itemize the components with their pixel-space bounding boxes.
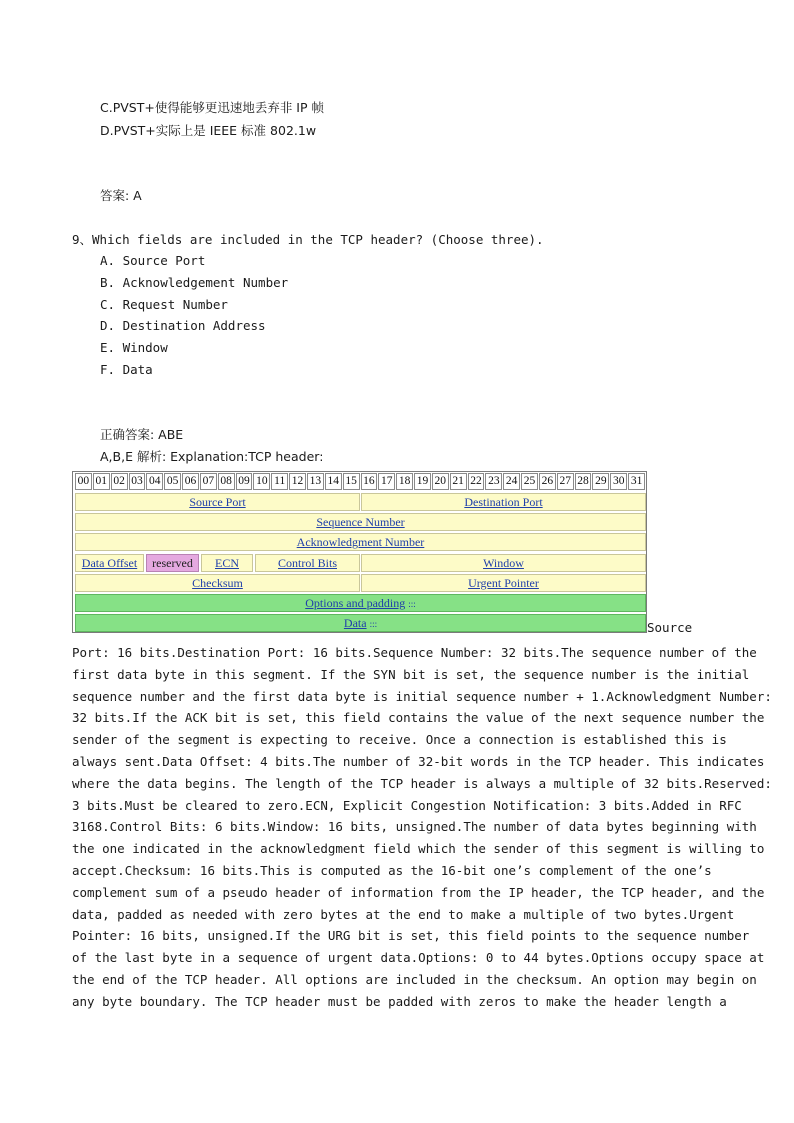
bit-number-10: 10 (253, 473, 270, 490)
bit-number-20: 20 (432, 473, 449, 490)
field-checksum[interactable] (75, 574, 360, 592)
bit-number-13: 13 (307, 473, 324, 490)
paragraph-line: complement sum of a pseudo header of information from the IP header, the TCP header, and the (72, 884, 765, 900)
bit-number-31: 31 (628, 473, 645, 490)
bit-number-03: 03 (129, 473, 146, 490)
paragraph-line: data, padded as needed with zero bytes at the end to make a multiple of two bytes.Urgent (72, 906, 735, 922)
bit-number-12: 12 (289, 473, 306, 490)
paragraph-line: the one indicated in the acknowledgment field which the sender of this segment is willing to (72, 841, 765, 857)
paragraph-line: 32 bits.If the ACK bit is set, this field contains the value of the next sequence number the (72, 710, 765, 726)
paragraph-line: always sent.Data Offset: 4 bits.The number of 32-bit words in the TCP header. This indicates (72, 753, 765, 769)
option-d: D.PVST+实际上是 IEEE 标准 802.1w (100, 123, 317, 138)
paragraph-first-word: Source (647, 620, 693, 635)
prev-answer: 答案: A (100, 188, 142, 203)
field-data-offset[interactable] (75, 554, 144, 572)
data-link[interactable]: Data (343, 616, 367, 630)
row-flags (75, 554, 646, 572)
explanation-paragraph (72, 642, 772, 1013)
field-source-port[interactable] (75, 493, 360, 511)
source-port-link[interactable]: Source Port (189, 495, 246, 509)
field-options-padding[interactable] (75, 594, 646, 612)
paragraph-line: 3168.Control Bits: 6 bits.Window: 16 bits, unsigned.The number of data bytes beginning with (72, 819, 757, 835)
paragraph-line: first data byte in this segment. If the SYN bit is set, the sequence number is the initial (72, 666, 750, 682)
bit-number-15: 15 (343, 473, 360, 490)
bit-number-02: 02 (111, 473, 128, 490)
paragraph-line: of the last byte in a sequence of urgent data.Options: 0 to 44 bytes.Options occupy space at (72, 950, 765, 966)
bit-number-16: 16 (361, 473, 378, 490)
bit-number-27: 27 (557, 473, 574, 490)
paragraph-line: any byte boundary. The TCP header must be padded with zeros to make the header length a (72, 993, 727, 1009)
reserved-link[interactable]: reserved (152, 556, 193, 570)
field-window[interactable] (361, 554, 646, 572)
option-c-q9: C. Request Number (100, 297, 228, 312)
bit-number-07: 07 (200, 473, 217, 490)
bit-number-29: 29 (592, 473, 609, 490)
field-reserved[interactable] (146, 554, 199, 572)
field-data[interactable] (75, 614, 646, 632)
tcp-header-diagram (72, 471, 647, 633)
bit-number-00: 00 (75, 473, 92, 490)
question-9-stem: 9、Which fields are included in the TCP header? (Choose three). (72, 232, 544, 247)
paragraph-line: the end of the TCP header. All options are included in the checksum. An option may begin on (72, 971, 757, 987)
row-options (75, 594, 646, 612)
correct-answer: 正确答案: ABE (100, 427, 184, 442)
paragraph-line: Pointer: 16 bits, unsigned.If the URG bit is set, this field points to the sequence number (72, 928, 750, 944)
bit-number-22: 22 (468, 473, 485, 490)
paragraph-line: accept.Checksum: 16 bits.This is computed as the 16-bit one’s complement of the one’s (72, 862, 712, 878)
bit-number-21: 21 (450, 473, 467, 490)
destination-port-link[interactable]: Destination Port (464, 495, 543, 509)
bit-number-18: 18 (396, 473, 413, 490)
bit-number-24: 24 (503, 473, 520, 490)
row-ports (75, 493, 646, 511)
field-destination-port[interactable] (361, 493, 646, 511)
bit-number-28: 28 (575, 473, 592, 490)
row-ack (75, 533, 646, 551)
bit-number-17: 17 (378, 473, 395, 490)
sequence-number-link[interactable]: Sequence Number (316, 515, 405, 529)
option-f: F. Data (100, 362, 153, 377)
field-acknowledgment-number[interactable] (75, 533, 646, 551)
checksum-link[interactable]: Checksum (192, 576, 243, 590)
bit-number-05: 05 (164, 473, 181, 490)
bit-number-08: 08 (218, 473, 235, 490)
window-link[interactable]: Window (483, 556, 524, 570)
bit-number-25: 25 (521, 473, 538, 490)
row-checksum (75, 574, 646, 592)
bit-number-06: 06 (182, 473, 199, 490)
explanation-intro: A,B,E 解析: Explanation:TCP header: (100, 449, 324, 464)
bit-number-23: 23 (485, 473, 502, 490)
paragraph-line: sender of the segment is expecting to receive. Once a connection is established this is (72, 732, 727, 748)
option-b: B. Acknowledgement Number (100, 275, 289, 290)
row-sequence (75, 513, 646, 531)
option-d-q9: D. Destination Address (100, 318, 266, 333)
control-bits-link[interactable]: Control Bits (277, 556, 337, 570)
bit-number-30: 30 (610, 473, 627, 490)
option-a: A. Source Port (100, 253, 206, 268)
options-dots: ::: (408, 599, 416, 609)
options-padding-link[interactable]: Options and padding (305, 596, 406, 610)
field-sequence-number[interactable] (75, 513, 646, 531)
option-c: C.PVST+使得能够更迅速地丢弃非 IP 帧 (100, 100, 325, 115)
data-offset-link[interactable]: Data Offset (81, 556, 138, 570)
bit-number-row (73, 472, 648, 491)
bit-number-04: 04 (146, 473, 163, 490)
ecn-link[interactable]: ECN (215, 556, 239, 570)
bit-number-19: 19 (414, 473, 431, 490)
field-control-bits[interactable] (255, 554, 360, 572)
paragraph-line: 3 bits.Must be cleared to zero.ECN, Explicit Congestion Notification: 3 bits.Added in RFC (72, 797, 742, 813)
paragraph-line: Port: 16 bits.Destination Port: 16 bits.Sequence Number: 32 bits.The sequence number of the (72, 645, 757, 660)
field-ecn[interactable] (201, 554, 253, 572)
option-e: E. Window (100, 340, 168, 355)
urgent-pointer-link[interactable]: Urgent Pointer (468, 576, 539, 590)
bit-number-26: 26 (539, 473, 556, 490)
bit-number-14: 14 (325, 473, 342, 490)
bit-number-11: 11 (271, 473, 288, 490)
paragraph-line: sequence number and the first data byte is initial sequence number + 1.Acknowledgment Number: (72, 688, 772, 704)
bit-number-09: 09 (236, 473, 253, 490)
bit-number-01: 01 (93, 473, 110, 490)
field-urgent-pointer[interactable] (361, 574, 646, 592)
data-dots: ::: (369, 619, 378, 629)
paragraph-line: where the data begins. The length of the TCP header is always a multiple of 32 bits.Reserved: (72, 775, 772, 791)
acknowledgment-number-link[interactable]: Acknowledgment Number (296, 535, 425, 549)
row-data (75, 614, 646, 632)
